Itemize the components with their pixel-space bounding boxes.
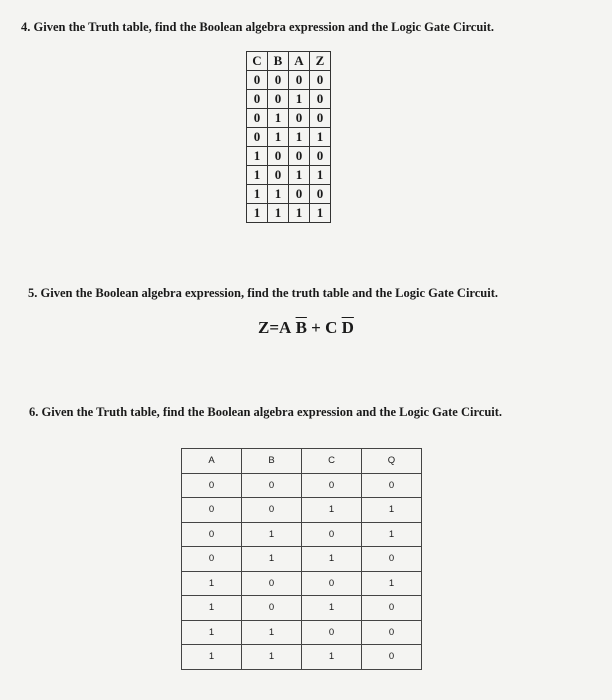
- table-cell: 1: [302, 498, 362, 523]
- header-a: A: [289, 52, 310, 71]
- question-5-heading: 5. Given the Boolean algebra expression, find the truth table and the Logic Gate Circuit.: [28, 286, 499, 300]
- expr-plus: +: [311, 318, 321, 337]
- table-cell: 1: [247, 166, 268, 185]
- table-row: [182, 571, 422, 596]
- table-header-row: [182, 449, 422, 474]
- header-q: Q: [362, 449, 422, 474]
- table-cell: 0: [289, 71, 310, 90]
- table-cell: 1: [242, 522, 302, 547]
- table-row: [247, 90, 331, 109]
- table-row: [247, 185, 331, 204]
- table-cell: 1: [182, 571, 242, 596]
- table-cell: 0: [289, 109, 310, 128]
- table-cell: 1: [302, 547, 362, 572]
- table-row: [247, 147, 331, 166]
- table-row: [247, 71, 331, 90]
- table-cell: 1: [247, 185, 268, 204]
- table-row: [247, 109, 331, 128]
- expr-output: Z: [258, 318, 270, 337]
- table-cell: 1: [182, 620, 242, 645]
- table-cell: 1: [302, 645, 362, 670]
- table-cell: 1: [362, 571, 422, 596]
- header-b: B: [242, 449, 302, 474]
- expr-term1-complement: $\overline{B}$: [295, 318, 307, 337]
- table-cell: 1: [247, 147, 268, 166]
- table-row: [247, 166, 331, 185]
- table-cell: 0: [362, 645, 422, 670]
- table-header-row: [247, 52, 331, 71]
- table-cell: 0: [247, 128, 268, 147]
- table-cell: 1: [362, 522, 422, 547]
- question-6-heading: 6. Given the Truth table, find the Boolean algebra expression and the Logic Gate Circuit.: [29, 405, 503, 419]
- table-row: [247, 128, 331, 147]
- table-cell: 1: [310, 128, 331, 147]
- table-cell: 0: [268, 90, 289, 109]
- expr-term2-var: C: [325, 318, 338, 337]
- table-cell: 0: [182, 498, 242, 523]
- table-cell: 0: [310, 109, 331, 128]
- table-cell: 1: [362, 498, 422, 523]
- table-cell: 0: [247, 109, 268, 128]
- table-cell: 1: [242, 645, 302, 670]
- truth-table-q6: [181, 448, 422, 670]
- table-cell: 0: [310, 71, 331, 90]
- question-4-heading: 4. Given the Truth table, find the Boolean algebra expression and the Logic Gate Circuit.: [21, 20, 495, 34]
- table-row: [182, 498, 422, 523]
- table-cell: 0: [242, 498, 302, 523]
- table-cell: 0: [362, 620, 422, 645]
- table-cell: 0: [302, 620, 362, 645]
- table-cell: 1: [242, 547, 302, 572]
- table-row: [182, 596, 422, 621]
- table-cell: 0: [310, 147, 331, 166]
- table-cell: 0: [289, 185, 310, 204]
- table-cell: 1: [310, 204, 331, 223]
- table-cell: 0: [362, 473, 422, 498]
- header-c: C: [247, 52, 268, 71]
- header-z: Z: [310, 52, 331, 71]
- table-cell: 0: [242, 571, 302, 596]
- table-cell: 0: [268, 147, 289, 166]
- table-row: [182, 522, 422, 547]
- boolean-expression: [258, 318, 354, 338]
- table-row: [182, 547, 422, 572]
- table-cell: 1: [289, 166, 310, 185]
- expr-term2-complement: $\overline{D}$: [341, 318, 354, 337]
- expr-term1-var: A: [279, 318, 292, 337]
- table-row: [182, 645, 422, 670]
- header-a: A: [182, 449, 242, 474]
- table-cell: 0: [310, 90, 331, 109]
- table-cell: 1: [268, 109, 289, 128]
- table-cell: 0: [302, 571, 362, 596]
- table-row: [182, 620, 422, 645]
- table-cell: 0: [247, 71, 268, 90]
- table-cell: 1: [268, 128, 289, 147]
- table-cell: 0: [302, 522, 362, 547]
- table-cell: 0: [289, 147, 310, 166]
- table-cell: 0: [362, 547, 422, 572]
- table-cell: 0: [310, 185, 331, 204]
- table-cell: 0: [242, 596, 302, 621]
- table-cell: 1: [182, 645, 242, 670]
- table-cell: 0: [182, 473, 242, 498]
- table-row: [247, 204, 331, 223]
- table-cell: 0: [362, 596, 422, 621]
- table-cell: 0: [182, 522, 242, 547]
- truth-table-q4: [246, 51, 331, 223]
- table-cell: 0: [242, 473, 302, 498]
- table-cell: 1: [289, 128, 310, 147]
- table-cell: 1: [268, 185, 289, 204]
- table-cell: 1: [247, 204, 268, 223]
- header-c: C: [302, 449, 362, 474]
- table-cell: 0: [268, 166, 289, 185]
- table-cell: 0: [268, 71, 289, 90]
- table-cell: 1: [310, 166, 331, 185]
- table-cell: 1: [289, 90, 310, 109]
- table-cell: 1: [302, 596, 362, 621]
- expr-equals: =: [269, 318, 280, 337]
- table-cell: 0: [302, 473, 362, 498]
- table-cell: 1: [268, 204, 289, 223]
- table-cell: 1: [289, 204, 310, 223]
- table-row: [182, 473, 422, 498]
- table-cell: 1: [182, 596, 242, 621]
- table-cell: 0: [182, 547, 242, 572]
- table-cell: 1: [242, 620, 302, 645]
- header-b: B: [268, 52, 289, 71]
- table-cell: 0: [247, 90, 268, 109]
